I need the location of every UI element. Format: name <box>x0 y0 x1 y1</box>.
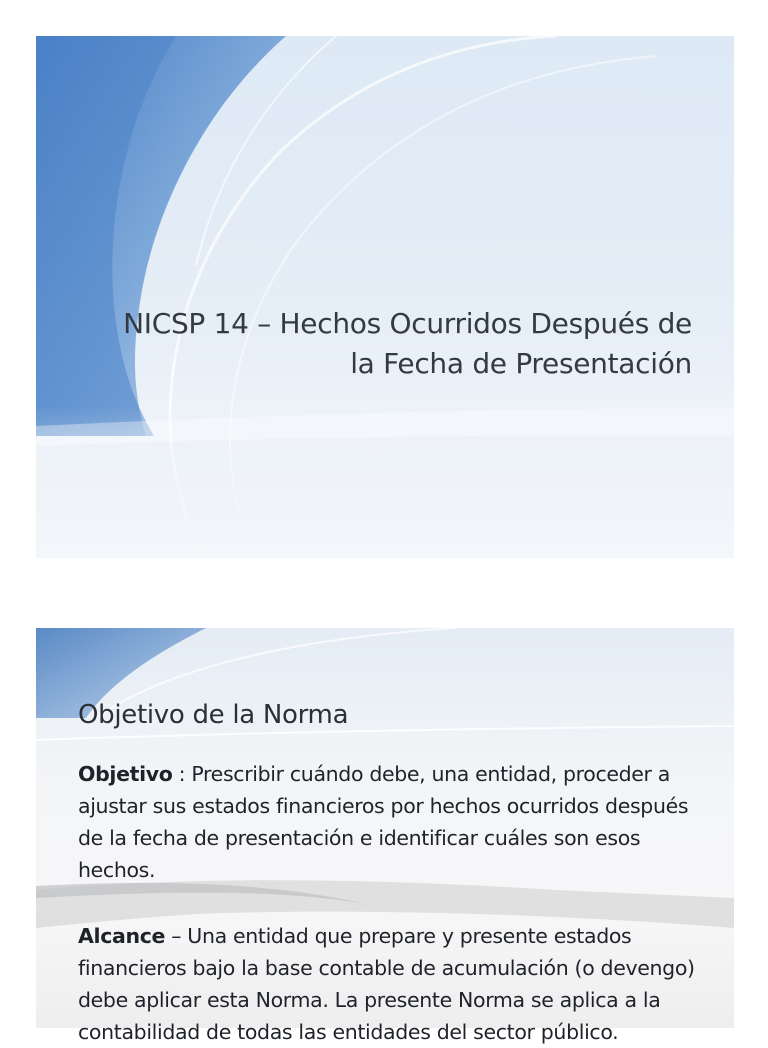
slide-title-line-1: NICSP 14 – Hechos Ocurridos Después de <box>123 307 692 340</box>
alcance-label: Alcance <box>78 924 166 948</box>
content-slide <box>36 628 734 1044</box>
slide-background-swoosh <box>36 36 734 558</box>
alcance-text: – Una entidad que prepare y presente estados financieros bajo la base contable de acumulación (o devengo) debe aplicar esta Norma. La presente Norma se aplica a la contabilidad de todas las entidades del sector público. <box>78 924 695 1044</box>
slide-heading: Objetivo de la Norma <box>78 700 349 730</box>
slide-title <box>52 304 692 384</box>
objetivo-paragraph <box>78 758 718 886</box>
objetivo-text: : Prescribir cuándo debe, una entidad, proceder a ajustar sus estados financieros por hechos ocurridos después de la fecha de presentación e identificar cuáles son esos hechos. <box>78 762 689 882</box>
slide-title-line-2: la Fecha de Presentación <box>350 347 692 380</box>
alcance-paragraph <box>78 920 718 1048</box>
title-slide <box>36 36 734 558</box>
objetivo-label: Objetivo <box>78 762 173 786</box>
